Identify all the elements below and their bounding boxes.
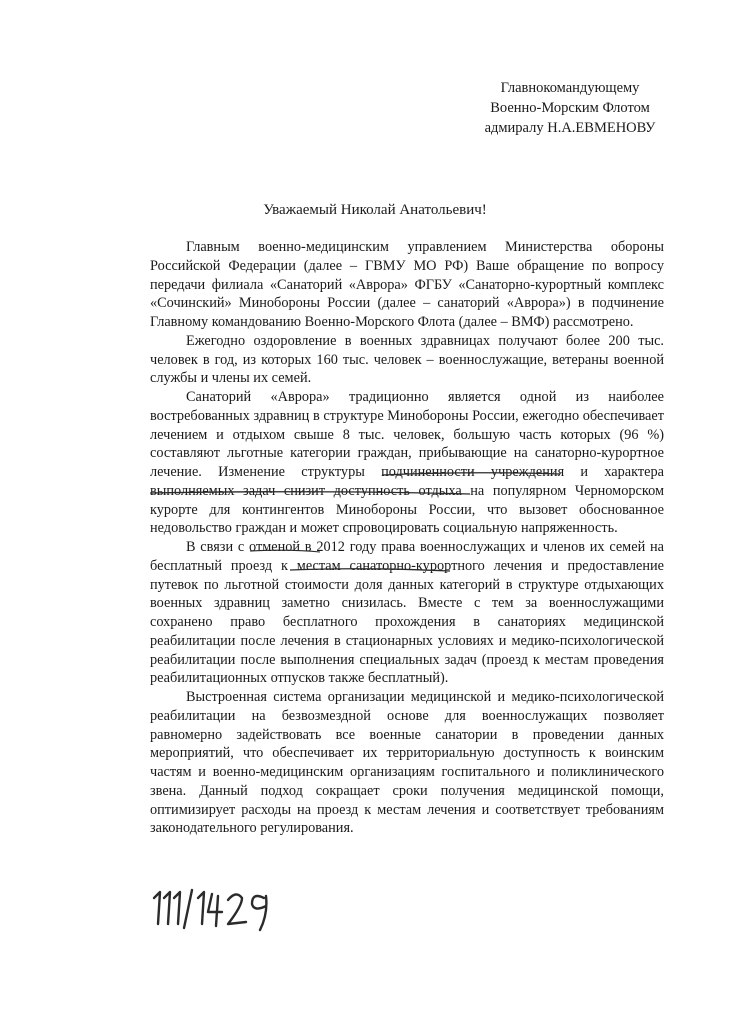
underline-stroke-2: [150, 492, 470, 494]
handwritten-registration-number: [150, 884, 290, 932]
salutation: Уважаемый Николай Анатольевич!: [263, 202, 487, 218]
paragraph-4: В связи с отменой в 2012 году права военнослужащих и членов их семей на бесплатный проезд к местам санаторно-курортного лечения и предоставление путевок по льготной стоимости доля данных категорий в структуре отдыхающих военных здравниц заметно снизилась. Вместе с тем за военнослужащими сохранено право бесплатного прохождения в санаториях медицинской реабилитации после лечения в стационарных условиях и медико-психологической реабилитации после выполнения специальных задач (проезд к местам проведения реабилитационных отпусков также бесплатный).: [150, 539, 664, 687]
underline-stroke-1: [382, 473, 560, 475]
paragraph-3: Санаторий «Аврора» традиционно является одной из наиболее востребованных здравниц в структуре Минобороны России, ежегодно обеспечивает лечением и отдыхом свыше 8 тыс. человек, большую часть которых (96 %) составляют льготные категории граждан, прибывающие на санаторно-курортное лечение. Изменение структуры подчиненности учреждения и характера выполняемых задач снизит доступность отдыха на популярном Черноморском курорте для контингентов Минобороны России, что вызовет обоснованное недовольство граждан и может спровоцировать социальную напряженность.: [150, 389, 664, 537]
addressee-line-1: Главнокомандующему: [500, 80, 640, 96]
paragraph-1: Главным военно-медицинским управлением Министерства обороны Российской Федерации (далее – ГВМУ МО РФ) Ваше обращение по вопросу передачи филиала «Санаторий «Аврора» ФГБУ «Санаторно-курортный комплекс «Сочинский» Минобороны России (далее – санаторий «Аврора») в подчинение Главному командованию Военно-Морского Флота (далее – ВМФ) рассмотрено.: [150, 239, 664, 330]
addressee-line-3: адмиралу Н.А.ЕВМЕНОВУ: [484, 120, 656, 136]
underline-stroke-4: [250, 550, 320, 552]
paragraph-2: Ежегодно оздоровление в военных здравницах получают более 200 тыс. человек в год, из которых 160 тыс. человек – военнослужащие, ветераны военной службы и члены их семей.: [150, 332, 664, 387]
addressee-line-2: Военно-Морским Флотом: [490, 100, 650, 116]
paragraph-5: Выстроенная система организации медицинской и медико-психологической реабилитации на безвозмездной основе для военнослужащих позволяет равномерно задействовать все военные санатории в проведении данных мероприятий, что обеспечивает их территориальную доступность к воинским частям и военно-медицинским организациям госпитального и поликлинического звена. Данный подход сокращает сроки получения медицинской помощи, оптимизирует расходы на проезд к местам лечения и соответствует требованиям законодательного регулирования.: [150, 689, 664, 837]
underline-stroke-3: [290, 569, 450, 571]
